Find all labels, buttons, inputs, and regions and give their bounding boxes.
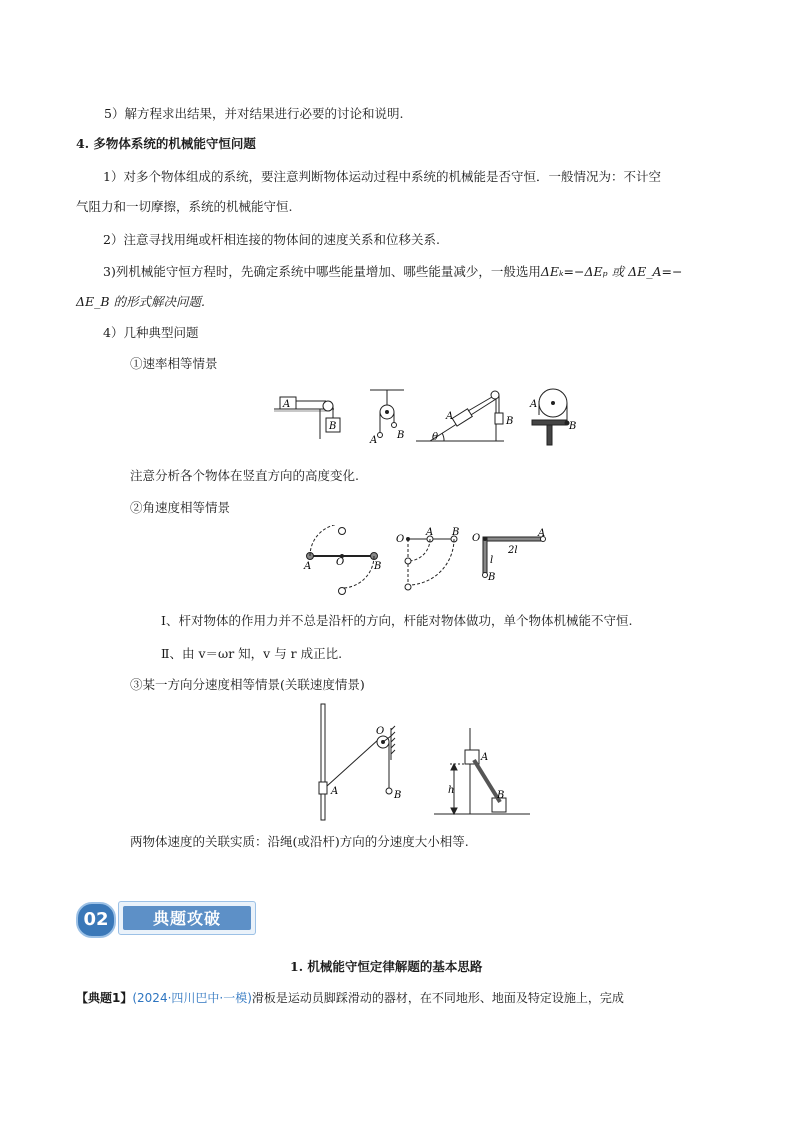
section-number-badge: 02 bbox=[76, 902, 116, 938]
figure-angular-equal bbox=[300, 525, 560, 600]
fig-ring-pole bbox=[319, 704, 395, 820]
fig-rod-end-pivot bbox=[405, 536, 457, 590]
note-3: 两物体速度的关联实质：沿绳(或沿杆)方向的分速度大小相等. bbox=[130, 834, 469, 849]
label-b7: B bbox=[488, 572, 496, 583]
example-1 bbox=[76, 990, 624, 1006]
label-a1: A bbox=[283, 399, 291, 410]
section-banner bbox=[118, 901, 256, 935]
label-l: l bbox=[490, 555, 494, 566]
paragraph-2: 2）注意寻找用绳或杆相连接的物体间的速度关系和位移关系. bbox=[103, 232, 440, 247]
label-o5: O bbox=[336, 557, 345, 568]
paragraph-3a-text: 3)列机械能守恒方程时，先确定系统中哪些能量增加、哪些能量减少，一般选用 bbox=[103, 264, 541, 279]
paragraph-4: 4）几种典型问题 bbox=[103, 325, 199, 340]
section-4-heading: 4. 多物体系统的机械能守恒问题 bbox=[76, 136, 256, 151]
note-1: 注意分析各个物体在竖直方向的高度变化. bbox=[130, 468, 359, 483]
section-banner-title: 典题攻破 bbox=[123, 906, 251, 930]
paragraph-1b: 气阻力和一切摩擦，系统的机械能守恒. bbox=[76, 199, 293, 214]
rule-1: Ⅰ、杆对物体的作用力并不总是沿杆的方向，杆能对物体做功，单个物体机械能不守恒. bbox=[161, 613, 633, 628]
label-h: h bbox=[448, 785, 455, 796]
label-a8: A bbox=[331, 786, 339, 797]
label-a9: A bbox=[481, 752, 489, 763]
example-source: (2024·四川巴中·一模) bbox=[132, 991, 252, 1005]
figure-speed-equal bbox=[270, 385, 580, 447]
example-tag: 【典题1】 bbox=[76, 991, 133, 1005]
label-b8: B bbox=[394, 790, 402, 801]
label-a7: A bbox=[538, 528, 546, 539]
energy-equation: ΔEₖ=−ΔEₚ 或 ΔE_A=− bbox=[540, 264, 683, 279]
paragraph-3b: ΔE_B 的形式解决问题. bbox=[76, 294, 206, 309]
fig-wheel-stand bbox=[532, 389, 569, 445]
label-b2: B bbox=[397, 430, 405, 441]
paragraph-3a bbox=[103, 264, 682, 280]
label-o8: O bbox=[376, 726, 385, 737]
subheading: 1. 机械能守恒定律解题的基本思路 bbox=[290, 959, 483, 974]
label-a2: A bbox=[370, 435, 378, 446]
label-2l: 2l bbox=[508, 545, 518, 556]
label-b1: B bbox=[329, 421, 337, 432]
label-b9: B bbox=[497, 790, 505, 801]
label-a5: A bbox=[304, 561, 312, 572]
label-b5: B bbox=[374, 561, 382, 572]
label-b6: B bbox=[452, 527, 460, 538]
rule-2: Ⅱ、由 v＝ωr 知，v 与 r 成正比. bbox=[161, 646, 343, 661]
paragraph-1a: 1）对多个物体组成的系统，要注意判断物体运动过程中系统的机械能是否守恒．一般情况为：不计空 bbox=[103, 169, 661, 184]
label-theta: θ bbox=[432, 432, 439, 443]
fig-incline-pulley bbox=[416, 391, 504, 441]
fig-rod-wall-floor bbox=[434, 728, 530, 814]
label-b3: B bbox=[506, 416, 514, 427]
example-text: 滑板是运动员脚踩滑动的器材，在不同地形、地面及特定设施上，完成 bbox=[251, 991, 624, 1005]
case-3-label: ③某一方向分速度相等情景(关联速度情景) bbox=[130, 677, 365, 692]
label-a4: A bbox=[530, 399, 538, 410]
label-a3: A bbox=[446, 411, 454, 422]
figure-related-velocity bbox=[310, 702, 540, 824]
label-o6: O bbox=[396, 534, 405, 545]
label-b4: B bbox=[569, 421, 577, 432]
case-2-label: ②角速度相等情景 bbox=[130, 500, 231, 515]
label-a6: A bbox=[426, 527, 434, 538]
label-o7: O bbox=[472, 533, 481, 544]
step5-text: 5）解方程求出结果，并对结果进行必要的讨论和说明. bbox=[104, 106, 404, 121]
case-1-label: ①速率相等情景 bbox=[130, 356, 218, 371]
